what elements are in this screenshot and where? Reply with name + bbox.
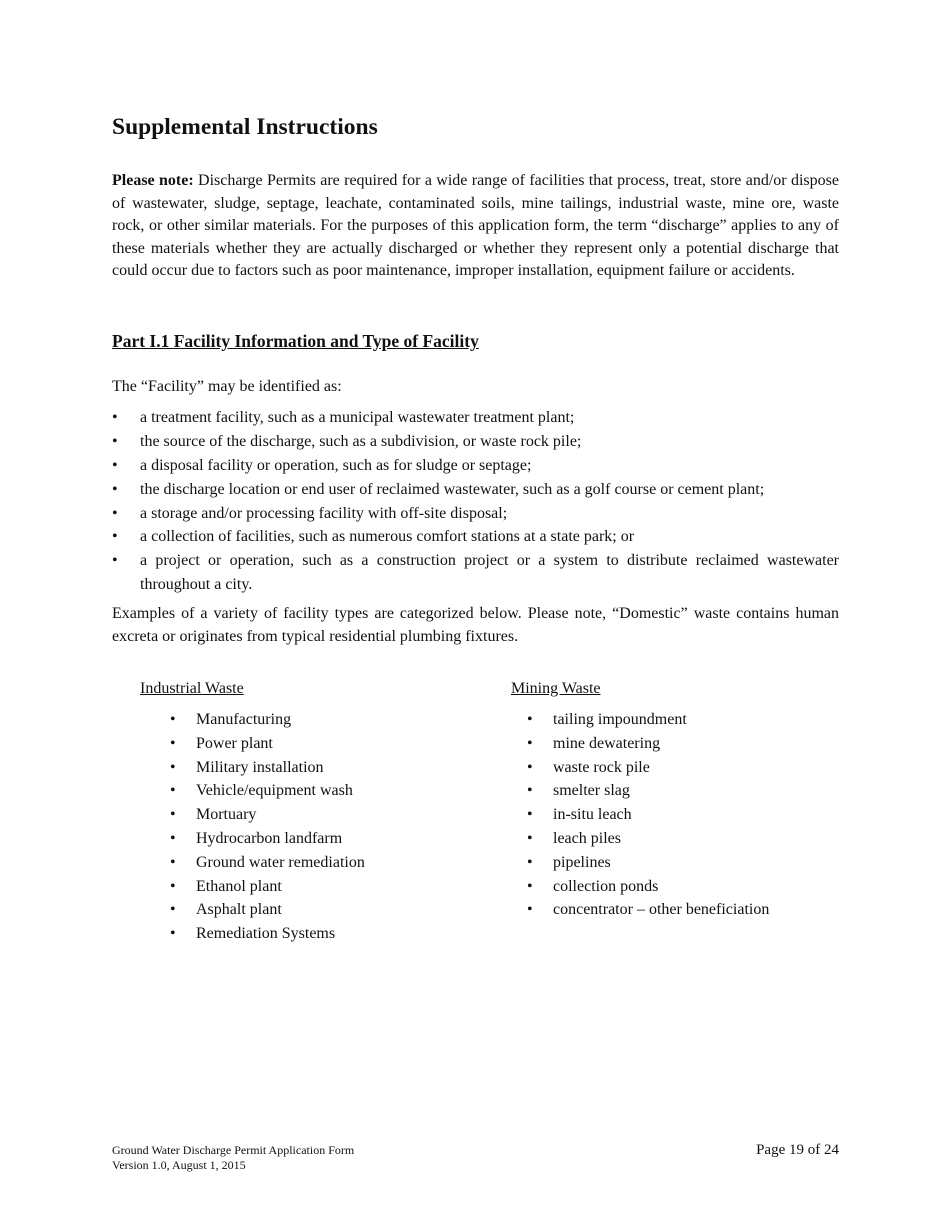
mining-waste-item (511, 779, 841, 803)
facility-intro: The “Facility” may be identified as: (112, 378, 342, 395)
mining-waste-item (511, 827, 841, 851)
industrial-waste-item (140, 803, 470, 827)
footer-form-name: Ground Water Discharge Permit Application Form (112, 1143, 355, 1157)
bullet-icon: • (112, 480, 118, 498)
mining-waste-item-text: smelter slag (553, 782, 630, 800)
facility-bullet-item (112, 430, 839, 454)
industrial-waste-item (140, 898, 470, 922)
facility-bullet-item-text: a treatment facility, such as a municipal wastewater treatment plant; (140, 409, 575, 426)
page-number: Page 19 of 24 (756, 1142, 839, 1158)
mining-waste-item (511, 898, 841, 922)
examples-paragraph: Examples of a variety of facility types are categorized below. Please note, “Domestic” waste contains human excreta or originates from typical residential plumbing fixtures. (112, 605, 839, 645)
mining-waste-column (511, 677, 841, 922)
bullet-icon: • (170, 877, 176, 895)
section-heading: Part I.1 Facility Information and Type of Facility (112, 331, 479, 351)
bullet-icon: • (170, 711, 176, 728)
industrial-waste-item-text: Military installation (196, 758, 324, 776)
facility-bullet-item-text: a disposal facility or operation, such as for sludge or septage; (140, 456, 532, 474)
bullet-icon: • (170, 829, 176, 847)
mining-waste-item (511, 875, 841, 899)
note-text: Discharge Permits are required for a wide range of facilities that process, treat, store and/or dispose of wastewater, sludge, septage, leachate, contaminated soils, mine tailings, industrial waste, mine ore, waste rock, or other similar materials. For the purposes of this application form, the term “discharge” applies to any of these materials whether they are actually discharged or whether they represent only a potential discharge that could occur due to factors such as poor maintenance, improper installation, equipment failure or accidents. (112, 172, 839, 280)
industrial-waste-item (140, 827, 470, 851)
industrial-waste-list (140, 708, 470, 946)
industrial-waste-item (140, 875, 470, 899)
mining-waste-item (511, 756, 841, 780)
mining-waste-item-text: collection ponds (553, 877, 659, 895)
industrial-waste-item-text: Vehicle/equipment wash (196, 782, 353, 800)
industrial-waste-item (140, 732, 470, 756)
bullet-icon: • (112, 456, 118, 474)
bullet-icon: • (527, 829, 533, 847)
industrial-waste-item-text: Hydrocarbon landfarm (196, 829, 343, 847)
industrial-waste-item (140, 922, 470, 946)
bullet-icon: • (170, 806, 176, 824)
facility-bullet-item (112, 406, 839, 430)
bullet-icon: • (170, 901, 176, 919)
facility-bullet-item (112, 454, 839, 478)
industrial-waste-item (140, 756, 470, 780)
bullet-icon: • (112, 432, 118, 450)
note-label: Please note: (112, 172, 194, 189)
facility-bullet-item-text: the discharge location or end user of reclaimed wastewater, such as a golf course or cement plant; (140, 480, 765, 498)
bullet-icon: • (170, 925, 176, 943)
mining-waste-item-text: mine dewatering (553, 734, 661, 752)
industrial-waste-item (140, 779, 470, 803)
mining-waste-item-text: concentrator – other beneficiation (553, 901, 770, 919)
industrial-waste-item-text: Ethanol plant (196, 877, 282, 895)
industrial-waste-item-text: Asphalt plant (196, 901, 282, 919)
bullet-icon: • (112, 409, 118, 426)
mining-waste-item-text: waste rock pile (553, 758, 650, 776)
industrial-waste-title: Industrial Waste (140, 680, 244, 697)
bullet-icon: • (527, 711, 533, 728)
bullet-icon: • (112, 552, 118, 570)
bullet-icon: • (170, 758, 176, 776)
page-title: Supplemental Instructions (112, 114, 378, 140)
industrial-waste-item-text: Power plant (196, 734, 273, 752)
bullet-icon: • (527, 853, 533, 871)
industrial-waste-item-text: Remediation Systems (196, 925, 336, 943)
bullet-icon: • (112, 504, 118, 522)
industrial-waste-item (140, 708, 470, 732)
bullet-icon: • (112, 528, 118, 546)
bullet-icon: • (527, 806, 533, 824)
industrial-waste-item-text: Mortuary (196, 806, 257, 824)
mining-waste-item-text: in-situ leach (553, 806, 632, 824)
industrial-waste-item-text: Manufacturing (196, 711, 292, 728)
mining-waste-item-text: leach piles (553, 829, 621, 847)
facility-bullet-item (112, 525, 839, 549)
bullet-icon: • (527, 734, 533, 752)
bullet-icon: • (170, 782, 176, 800)
facility-bullet-item (112, 549, 839, 596)
facility-bullet-list (112, 406, 839, 597)
footer-version: Version 1.0, August 1, 2015 (112, 1158, 246, 1172)
bullet-icon: • (170, 734, 176, 752)
mining-waste-item-text: pipelines (553, 853, 611, 871)
facility-bullet-item (112, 502, 839, 526)
industrial-waste-column (140, 677, 470, 946)
facility-bullet-item-text: a collection of facilities, such as numerous comfort stations at a state park; or (140, 528, 635, 546)
note-paragraph (112, 170, 839, 283)
mining-waste-item-text: tailing impoundment (553, 711, 687, 728)
mining-waste-list (511, 708, 841, 922)
facility-bullet-item-text: the source of the discharge, such as a subdivision, or waste rock pile; (140, 432, 582, 450)
mining-waste-title: Mining Waste (511, 680, 601, 697)
bullet-icon: • (527, 877, 533, 895)
facility-bullet-item-text: a storage and/or processing facility with off-site disposal; (140, 504, 508, 522)
bullet-icon: • (527, 758, 533, 776)
bullet-icon: • (527, 782, 533, 800)
mining-waste-item (511, 732, 841, 756)
facility-bullet-item (112, 478, 839, 502)
bullet-icon: • (527, 901, 533, 919)
mining-waste-item (511, 851, 841, 875)
footer-form-info (112, 1143, 354, 1173)
facility-bullet-item-text: a project or operation, such as a construction project or a system to distribute reclaimed wastewater throughout a city. (140, 552, 839, 593)
industrial-waste-item (140, 851, 470, 875)
mining-waste-item (511, 803, 841, 827)
bullet-icon: • (170, 853, 176, 871)
mining-waste-item (511, 708, 841, 732)
industrial-waste-item-text: Ground water remediation (196, 853, 365, 871)
